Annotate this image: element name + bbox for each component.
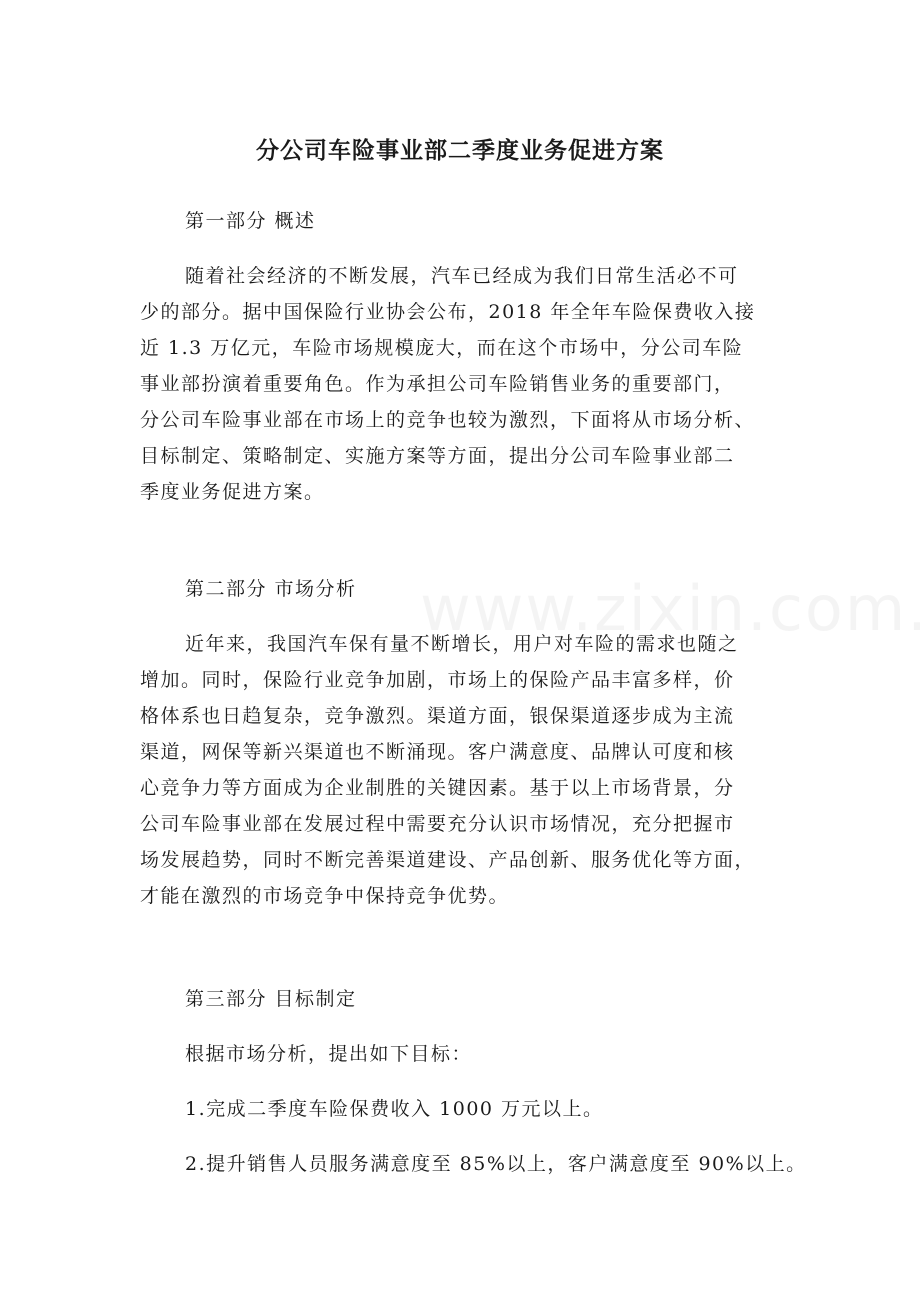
paragraph-line: 格体系也日趋复杂，竞争激烈。渠道方面，银保渠道逐步成为主流 bbox=[140, 705, 735, 727]
paragraph-line: 心竞争力等方面成为企业制胜的关键因素。基于以上市场背景，分 bbox=[140, 777, 735, 799]
paragraph-line: 增加。同时，保险行业竞争加剧，市场上的保险产品丰富多样，价 bbox=[140, 669, 735, 691]
goal-item: 2.提升销售人员服务满意度至 85%以上，客户满意度至 90%以上。 bbox=[185, 1153, 807, 1175]
paragraph-line: 近 1.3 万亿元，车险市场规模庞大，而在这个市场中，分公司车险 bbox=[140, 337, 744, 359]
paragraph-line: 才能在激烈的市场竞争中保持竞争优势。 bbox=[140, 885, 510, 907]
paragraph-line: 场发展趋势，同时不断完善渠道建设、产品创新、服务优化等方面， bbox=[140, 849, 756, 871]
paragraph-line: 目标制定、策略制定、实施方案等方面，提出分公司车险事业部二 bbox=[140, 445, 735, 467]
section-heading-market-analysis: 第二部分 市场分析 bbox=[185, 578, 357, 600]
paragraph-line: 公司车险事业部在发展过程中需要充分认识市场情况，充分把握市 bbox=[140, 813, 735, 835]
paragraph-line: 随着社会经济的不断发展，汽车已经成为我们日常生活必不可 bbox=[185, 265, 739, 287]
market-analysis-paragraph bbox=[140, 626, 800, 914]
paragraph-line: 分公司车险事业部在市场上的竞争也较为激烈，下面将从市场分析、 bbox=[140, 409, 756, 431]
goal-item: 1.完成二季度车险保费收入 1000 万元以上。 bbox=[185, 1098, 604, 1120]
section-heading-overview: 第一部分 概述 bbox=[185, 210, 316, 232]
paragraph-line: 渠道，网保等新兴渠道也不断涌现。客户满意度、品牌认可度和核 bbox=[140, 741, 735, 763]
paragraph-line: 季度业务促进方案。 bbox=[140, 481, 325, 503]
section-heading-goal-setting: 第三部分 目标制定 bbox=[185, 988, 357, 1010]
paragraph-line: 近年来，我国汽车保有量不断增长，用户对车险的需求也随之 bbox=[185, 633, 739, 655]
goal-intro: 根据市场分析，提出如下目标： bbox=[185, 1043, 473, 1065]
overview-paragraph bbox=[140, 258, 800, 510]
document-title: 分公司车险事业部二季度业务促进方案 bbox=[256, 138, 664, 164]
paragraph-line: 事业部扮演着重要角色。作为承担公司车险销售业务的重要部门， bbox=[140, 373, 735, 395]
paragraph-line: 少的部分。据中国保险行业协会公布，2018 年全年车险保费收入接 bbox=[140, 301, 756, 323]
